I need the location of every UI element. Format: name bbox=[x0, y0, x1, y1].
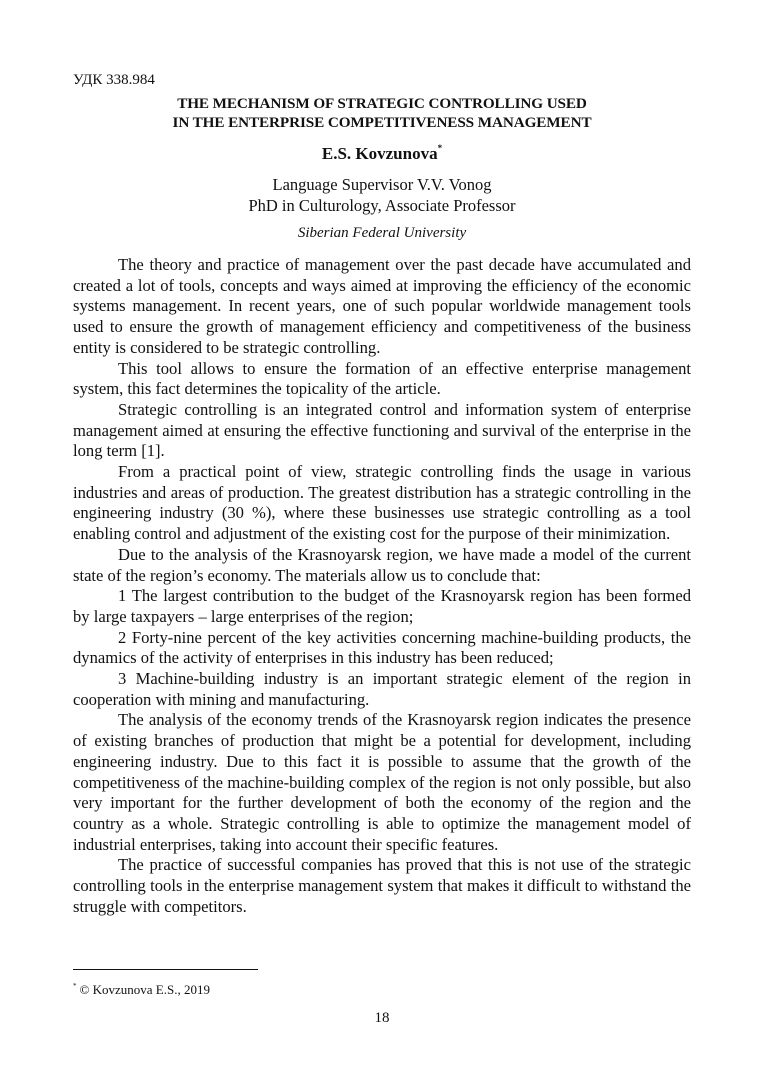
author-footnote-mark: * bbox=[437, 143, 443, 153]
udk-code: УДК 338.984 bbox=[73, 72, 155, 88]
paragraph: The analysis of the economy trends of the Krasnoyarsk region indicates the presence of existing branches of production that might be a potential for development, including engineering industry. Due to this fact it is possible to assume that the growth of the competitiveness of the machine-building complex of the region is not only possible, but also very important for the further development of both the economy of the region and the country as a whole. Strategic controlling is able to optimize the management model of industrial enterprises, taking into account their specific features. bbox=[73, 710, 691, 854]
paper-title bbox=[73, 94, 691, 132]
paragraph: The practice of successful companies has proved that this is not use of the strategic controlling tools in the enterprise management system that makes it difficult to withstand the struggle with competitors. bbox=[73, 855, 691, 916]
title-line-2: IN THE ENTERPRISE COMPETITIVENESS MANAGEMENT bbox=[172, 114, 592, 131]
supervisor-degree: PhD in Culturology, Associate Professor bbox=[248, 196, 516, 215]
footnote-text: © Kovzunova E.S., 2019 bbox=[79, 982, 210, 997]
footnote-mark: * bbox=[73, 982, 77, 990]
paragraph: This tool allows to ensure the formation of an effective enterprise management system, this fact determines the topicality of the article. bbox=[73, 358, 691, 399]
article-body bbox=[73, 255, 691, 918]
author-name: E.S. Kovzunova bbox=[321, 144, 438, 163]
author bbox=[73, 143, 691, 165]
affiliation: Siberian Federal University bbox=[297, 225, 467, 241]
footnote bbox=[73, 982, 210, 998]
paragraph: The theory and practice of management over the past decade have accumulated and created a lot of tools, concepts and ways aimed at improving the efficiency of the economic systems management. In recent years, one of such popular worldwide management tools used to ensure the growth of management efficiency and competitiveness of the business entity is considered to be strategic controlling. bbox=[73, 255, 691, 357]
list-item: 2 Forty-nine percent of the key activities concerning machine-building products, the dynamics of the activity of enterprises in this industry has been reduced; bbox=[73, 627, 691, 668]
paragraph: Due to the analysis of the Krasnoyarsk region, we have made a model of the current state of the region’s economy. The materials allow us to conclude that: bbox=[73, 544, 691, 585]
list-item: 3 Machine-building industry is an important strategic element of the region in cooperation with mining and manufacturing. bbox=[73, 669, 691, 709]
supervisor-name: Language Supervisor V.V. Vonog bbox=[272, 175, 492, 194]
list-item: 1 The largest contribution to the budget of the Krasnoyarsk region has been formed by large taxpayers – large enterprises of the region; bbox=[73, 586, 691, 626]
paragraph: From a practical point of view, strategic controlling finds the usage in various industries and areas of production. The greatest distribution has a strategic controlling in the engineering industry (30 %), where these businesses use strategic controlling as a tool enabling control and adjustment of the existing cost for the purpose of their minimization. bbox=[73, 462, 691, 544]
language-supervisor bbox=[73, 174, 691, 216]
title-line-1: THE MECHANISM OF STRATEGIC CONTROLLING USED bbox=[177, 95, 587, 112]
paragraph: Strategic controlling is an integrated control and information system of enterprise management aimed at ensuring the effective functioning and survival of the enterprise in the long term [1]. bbox=[73, 399, 691, 461]
footnote-divider bbox=[73, 969, 258, 970]
page-number: 18 bbox=[374, 1010, 390, 1026]
